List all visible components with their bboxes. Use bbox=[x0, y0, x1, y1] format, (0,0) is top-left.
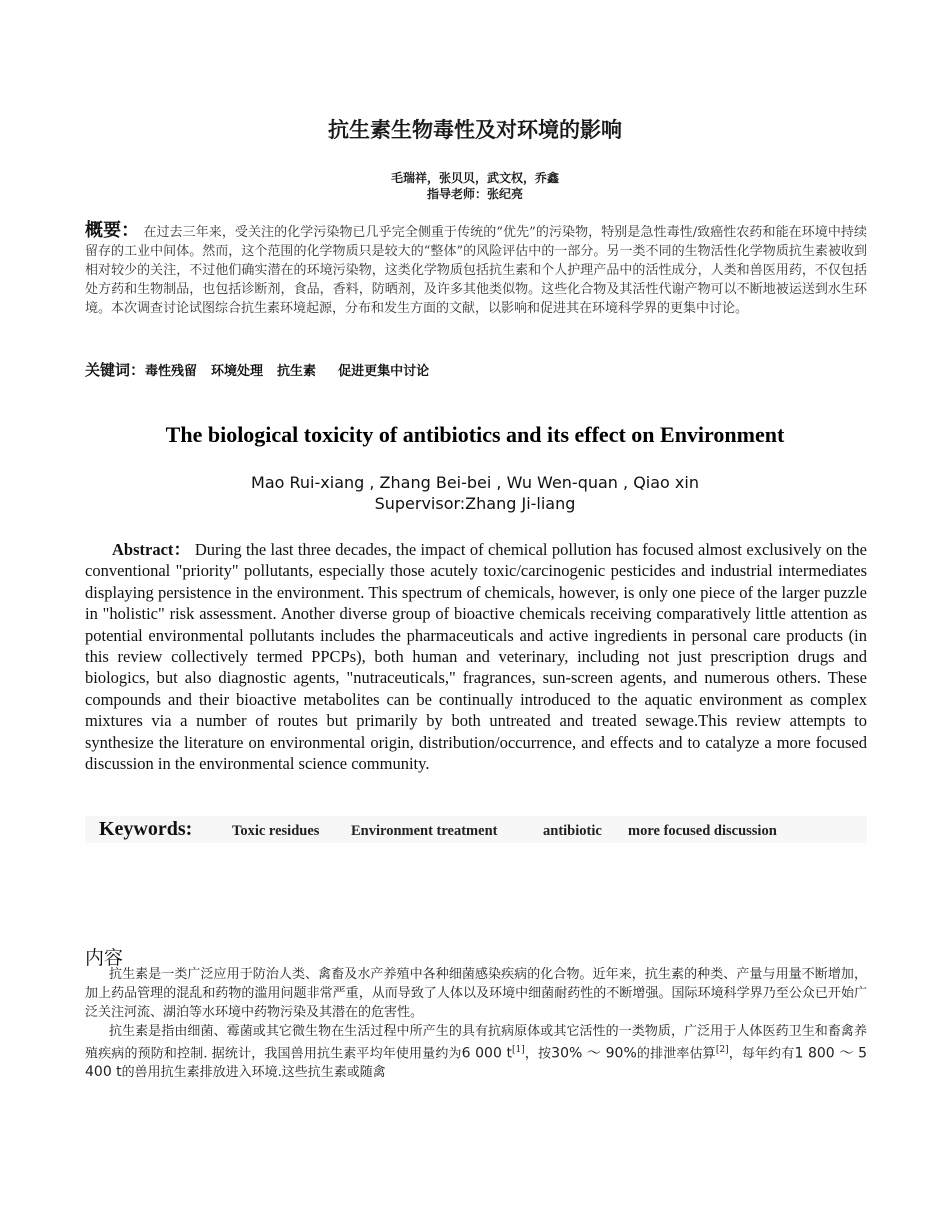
english-keywords bbox=[85, 816, 867, 843]
chinese-abstract bbox=[85, 221, 867, 318]
chinese-authors: 毛瑞祥，张贝贝，武文权，乔鑫 bbox=[390, 171, 559, 185]
paragraph-text: ，每年约有 bbox=[728, 1046, 795, 1062]
english-keywords-label: Keywords: bbox=[99, 818, 193, 840]
content-heading: 内容 bbox=[85, 947, 124, 969]
english-keyword: antibiotic bbox=[543, 823, 602, 839]
english-abstract-label: Abstract： bbox=[112, 540, 191, 559]
content-paragraph bbox=[85, 1022, 867, 1082]
chinese-authors-block bbox=[0, 170, 950, 202]
english-authors-block bbox=[0, 472, 950, 514]
chinese-keyword: 毒性残留 bbox=[145, 364, 198, 379]
emission-amount: 1 800 ～ 5 400 t bbox=[85, 1045, 867, 1081]
chinese-keyword: 促进更集中讨论 bbox=[338, 364, 430, 379]
excretion-rate: 30% ～ 90% bbox=[551, 1045, 637, 1062]
citation-ref: [2] bbox=[715, 1045, 729, 1055]
chinese-abstract-text: 在过去三年来，受关注的化学污染物已几乎完全侧重于传统的“优先”的污染物，特别是急性毒性/致癌性农药和能在环境中持续留存的工业中间体。然而，这个范围的化学物质只是较大的“整体”的风险评估中的一部分。另一类不同的生物活性化学物质抗生素被收到相对较少的关注，不过他们确实潜在的环境污染物，这类化学物质包括抗生素和个人护理产品中的活性成分，人类和兽医用药，不仅包括处方药和生物制品，也包括诊断剂，食品，香料，防晒剂，及许多其他类似物。这些化合物及其活性代谢产物可以不断地被运送到水生环境。本次调查讨论试图综合抗生素环境起源，分布和发生方面的文献，以影响和促进其在环境科学界的更集中讨论。 bbox=[85, 225, 867, 316]
english-keyword: Environment treatment bbox=[351, 823, 498, 839]
chinese-abstract-label: 概要： bbox=[85, 220, 140, 241]
paragraph-text: ，按 bbox=[524, 1046, 552, 1062]
citation-ref: [1] bbox=[511, 1045, 525, 1055]
paragraph-text: 的兽用抗生素排放进入环境.这些抗生素或随禽 bbox=[121, 1065, 386, 1081]
english-keyword: Toxic residues bbox=[232, 823, 320, 839]
paragraph-text: 抗生素是指由细菌、霉菌或其它微生物在生活过程中所产生的具有抗病原体或其它活性的一类物质，广泛用于人体医药卫生和畜禽养殖疾病的预防和控制. 据统计，我国兽用抗生素平均年使用量约为 bbox=[85, 1024, 867, 1062]
chinese-keyword: 抗生素 bbox=[277, 364, 317, 379]
content-paragraph: 抗生素是一类广泛应用于防治人类、禽畜及水产养殖中各种细菌感染疾病的化合物。近年来，抗生素的种类、产量与用量不断增加，加上药品管理的混乱和药物的滥用问题非常严重，从而导致了人体以及环境中细菌耐药性的不断增强。国际环境科学界乃至公众已开始广泛关注河流、湖泊等水环境中药物污染及其潜在的危害性。 bbox=[85, 967, 867, 1020]
chinese-title: 抗生素生物毒性及对环境的影响 bbox=[328, 118, 622, 142]
chinese-supervisor: 指导老师：张纪亮 bbox=[426, 187, 523, 201]
english-supervisor: Supervisor:Zhang Ji-liang bbox=[374, 494, 576, 513]
chinese-keyword: 环境处理 bbox=[211, 364, 264, 379]
english-keyword: more focused discussion bbox=[628, 823, 777, 839]
chinese-keywords-label: 关键词： bbox=[85, 361, 146, 379]
paragraph-text: 的排泄率估算 bbox=[636, 1046, 716, 1062]
english-abstract-text: During the last three decades, the impact of chemical pollution has focused almost exclusively on the conventional "priority" pollutants, especially those acutely toxic/carcinogenic pesticides and industrial intermediates displaying persistence in the environment. This spectrum of chemicals, however, is only one piece of the larger puzzle in "holistic" risk assessment. Another diverse group of bioactive chemicals receiving comparatively little attention as potential environmental pollutants includes the pharmaceuticals and active ingredients in personal care products (in this review collectively termed PPCPs), both human and veterinary, including not just prescription drugs and biologics, but also diagnostic agents, "nutraceuticals," fragrances, sun-screen agents, and numerous others. These compounds and their bioactive metabolites can be continually introduced to the aquatic environment as complex mixtures via a number of routes but primarily by both untreated and treated sewage.This review attempts to synthesize the literature on environmental origin, distribution/occurrence, and effects and to catalyze a more focused discussion in the environmental science community. bbox=[85, 540, 867, 774]
chinese-keywords bbox=[85, 359, 867, 380]
english-authors: Mao Rui-xiang , Zhang Bei-bei , Wu Wen-quan , Qiao xin bbox=[251, 473, 699, 492]
content-body bbox=[85, 965, 867, 1082]
english-abstract bbox=[85, 539, 867, 774]
english-title: The biological toxicity of antibiotics and its effect on Environment bbox=[165, 422, 785, 447]
usage-amount: 6 000 t bbox=[461, 1045, 512, 1062]
